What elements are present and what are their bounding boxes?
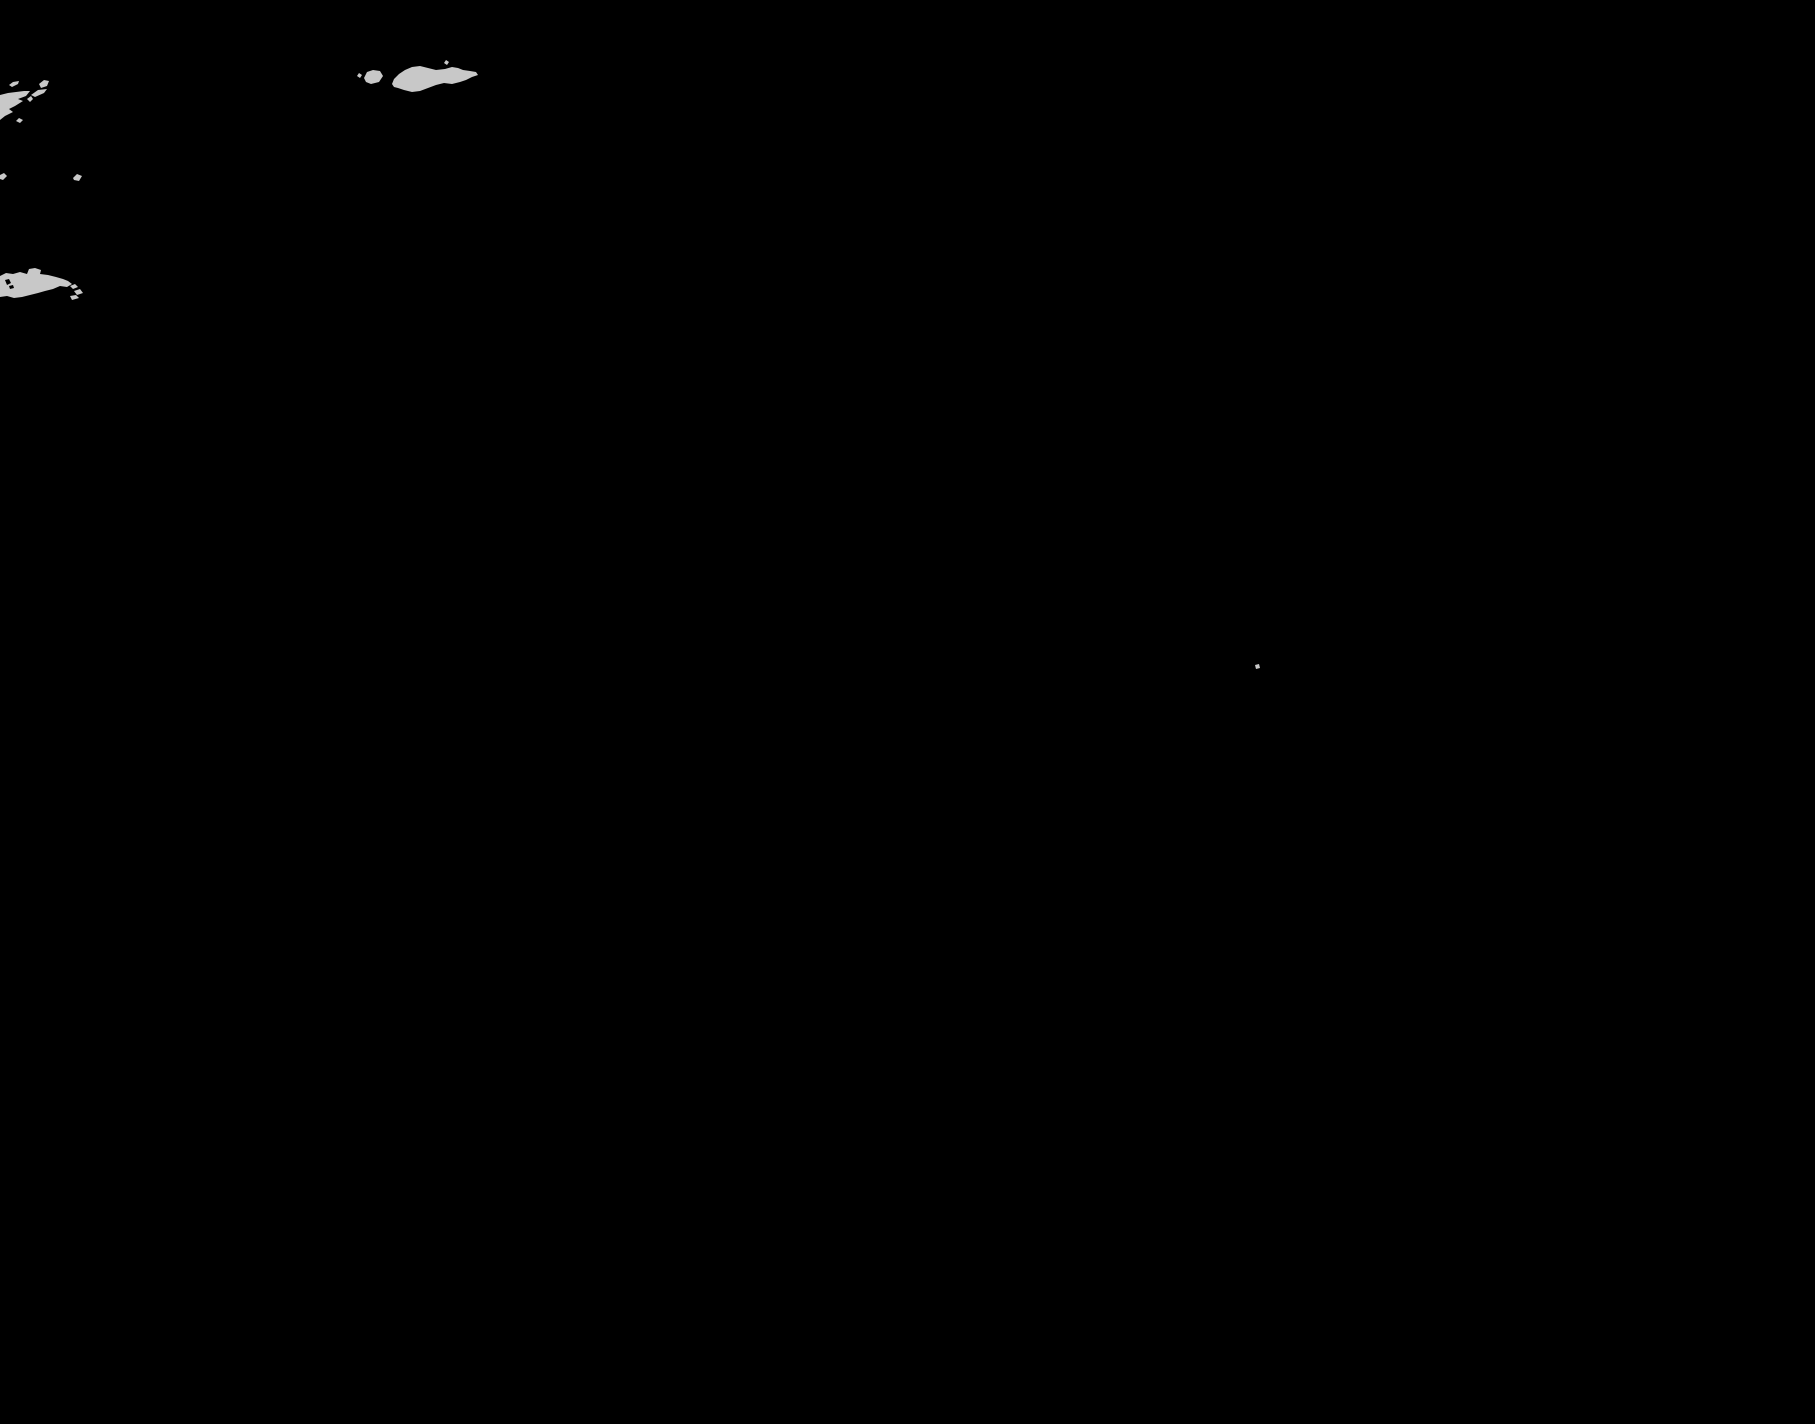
mask-blob-top-left-bit [27, 96, 33, 102]
mask-blob-left-mid-speck [73, 174, 82, 181]
mask-blob-top-center-round [364, 70, 383, 84]
mask-blob-bottom-left-bit-3 [70, 295, 79, 300]
mask-blob-bottom-left-bit-1 [70, 284, 78, 289]
mask-blob-isolated-dot-center-right [1255, 664, 1260, 669]
mask-blob-top-left-dash-2 [39, 80, 49, 88]
mask-blob-bottom-left-bit-2 [74, 289, 83, 295]
mask-blob-left-edge-speck [0, 173, 7, 180]
mask-blob-top-left-dash-1 [9, 81, 19, 87]
mask-blob-top-left-streak-3 [31, 89, 47, 97]
mask-blob-top-left-dot-low [16, 118, 23, 123]
mask-blob-top-center-speck [444, 60, 449, 65]
mask-blob-top-left-main-mass [0, 91, 30, 120]
mask-blob-top-center-long [392, 66, 478, 92]
mask-blob-top-center-dot [357, 73, 362, 78]
